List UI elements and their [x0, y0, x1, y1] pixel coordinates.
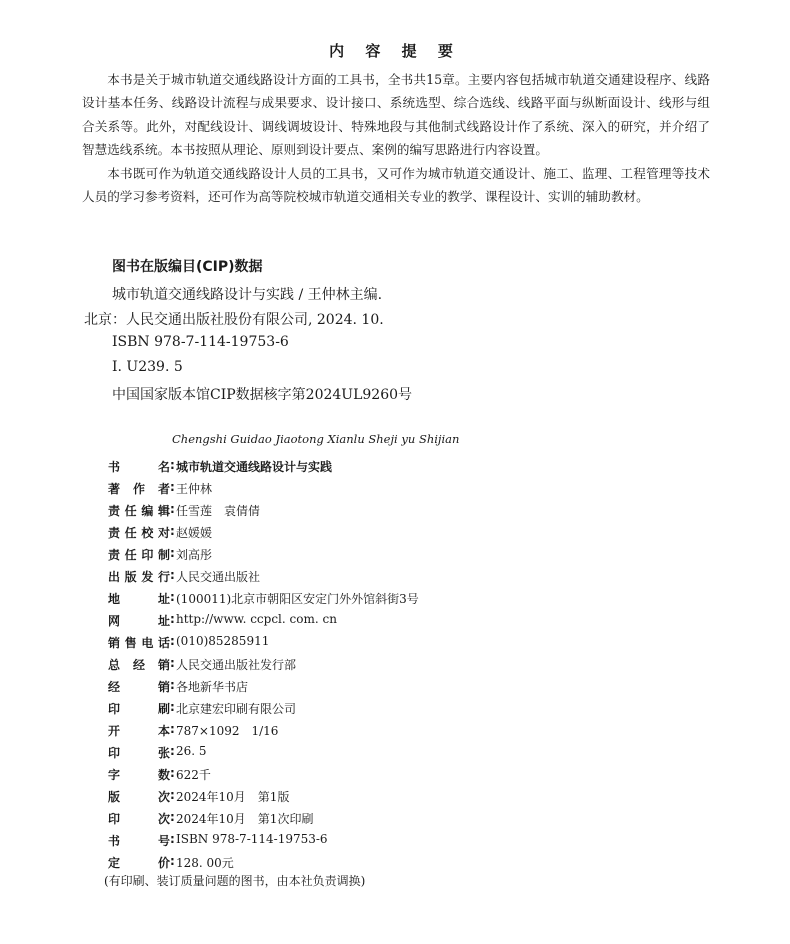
info-label: 责任校对: [108, 526, 170, 540]
info-label: 网址: [108, 614, 170, 628]
info-label: 开本: [108, 724, 170, 738]
info-value-website: http://www. ccpcl. com. cn: [176, 612, 337, 626]
cip-record-number: 中国国家版本馆CIP数据核字第2024UL9260号: [112, 387, 413, 403]
info-label: 印次: [108, 812, 170, 826]
info-value-printed-sheets: 26. 5: [176, 744, 207, 758]
info-label: 印张: [108, 746, 170, 760]
info-label: 总经销: [108, 658, 170, 672]
info-label: 字数: [108, 768, 170, 782]
info-value-printer: 北京建宏印刷有限公司: [176, 702, 297, 716]
info-value-price: 128. 00元: [176, 856, 234, 870]
summary-paragraph-1: 本书是关于城市轨道交通线路设计方面的工具书，全书共15章。主要内容包括城市轨道交通建设程序、线路设计基本任务、线路设计流程与成果要求、设计接口、系统选型、综合选线、线路平面与纵断面设计、线形与组合关系等。此外，对配线设计、调线调坡设计、特殊地段与其他制式线路设计作了系统、深入的研究，并介绍了智慧选线系统。本书按照从理论、原则到设计要点、案例的编写思路进行内容设置。: [82, 72, 710, 158]
info-label: 书名: [108, 460, 170, 474]
info-label: 书号: [108, 834, 170, 848]
info-value-proofreader: 赵媛媛: [176, 526, 213, 540]
info-value-edition: 2024年10月 第1版: [176, 790, 290, 804]
info-value-editor: 任雪莲 袁倩倩: [176, 504, 261, 518]
info-label: 著作者: [108, 482, 170, 496]
footnote: (有印刷、装订质量问题的图书，由本社负责调换): [104, 874, 366, 888]
info-label: 责任印制: [108, 548, 170, 562]
cip-book-title: 城市轨道交通线路设计与实践 / 王仲林主编.: [112, 287, 383, 303]
info-label: 经销: [108, 680, 170, 694]
info-value-address: (100011)北京市朝阳区安定门外外馆斜街3号: [176, 592, 419, 606]
info-label: 版次: [108, 790, 170, 804]
info-label: 印刷: [108, 702, 170, 716]
info-value-printing: 2024年10月 第1次印刷: [176, 812, 314, 826]
info-label: 出版发行: [108, 570, 170, 584]
info-value-book-number: ISBN 978-7-114-19753-6: [176, 832, 328, 846]
info-value-author: 王仲林: [176, 482, 213, 496]
info-label: 责任编辑: [108, 504, 170, 518]
info-value-book-name: 城市轨道交通线路设计与实践: [176, 460, 333, 474]
info-value-general-distributor: 人民交通出版社发行部: [176, 658, 297, 672]
cip-publisher: 北京：人民交通出版社股份有限公司, 2024. 10.: [84, 312, 384, 328]
content-summary: [82, 68, 710, 208]
pinyin-title: Chengshi Guidao Jiaotong Xianlu Sheji yu Shijian: [172, 432, 460, 446]
info-value-word-count: 622千: [176, 768, 211, 782]
info-value-distributor: 各地新华书店: [176, 680, 249, 694]
cip-isbn: ISBN 978-7-114-19753-6: [112, 334, 289, 350]
info-value-print-supervisor: 刘高彤: [176, 548, 213, 562]
page-title: 内 容 提 要: [329, 42, 461, 60]
info-label: 定价: [108, 856, 170, 870]
info-value-publisher: 人民交通出版社: [176, 570, 261, 584]
info-value-sales-phone: (010)85285911: [176, 634, 270, 648]
info-label: 销售电话: [108, 636, 170, 650]
info-value-format: 787×1092 1/16: [176, 724, 279, 738]
cip-classification: Ⅰ. U239. 5: [112, 359, 183, 375]
summary-paragraph-2: 本书既可作为轨道交通线路设计人员的工具书，又可作为城市轨道交通设计、施工、监理、工程管理等技术人员的学习参考资料，还可作为高等院校城市轨道交通相关专业的教学、课程设计、实训的辅助教材。: [82, 165, 710, 205]
info-label: 地址: [108, 592, 170, 606]
cip-heading: 图书在版编目(CIP)数据: [112, 259, 263, 275]
